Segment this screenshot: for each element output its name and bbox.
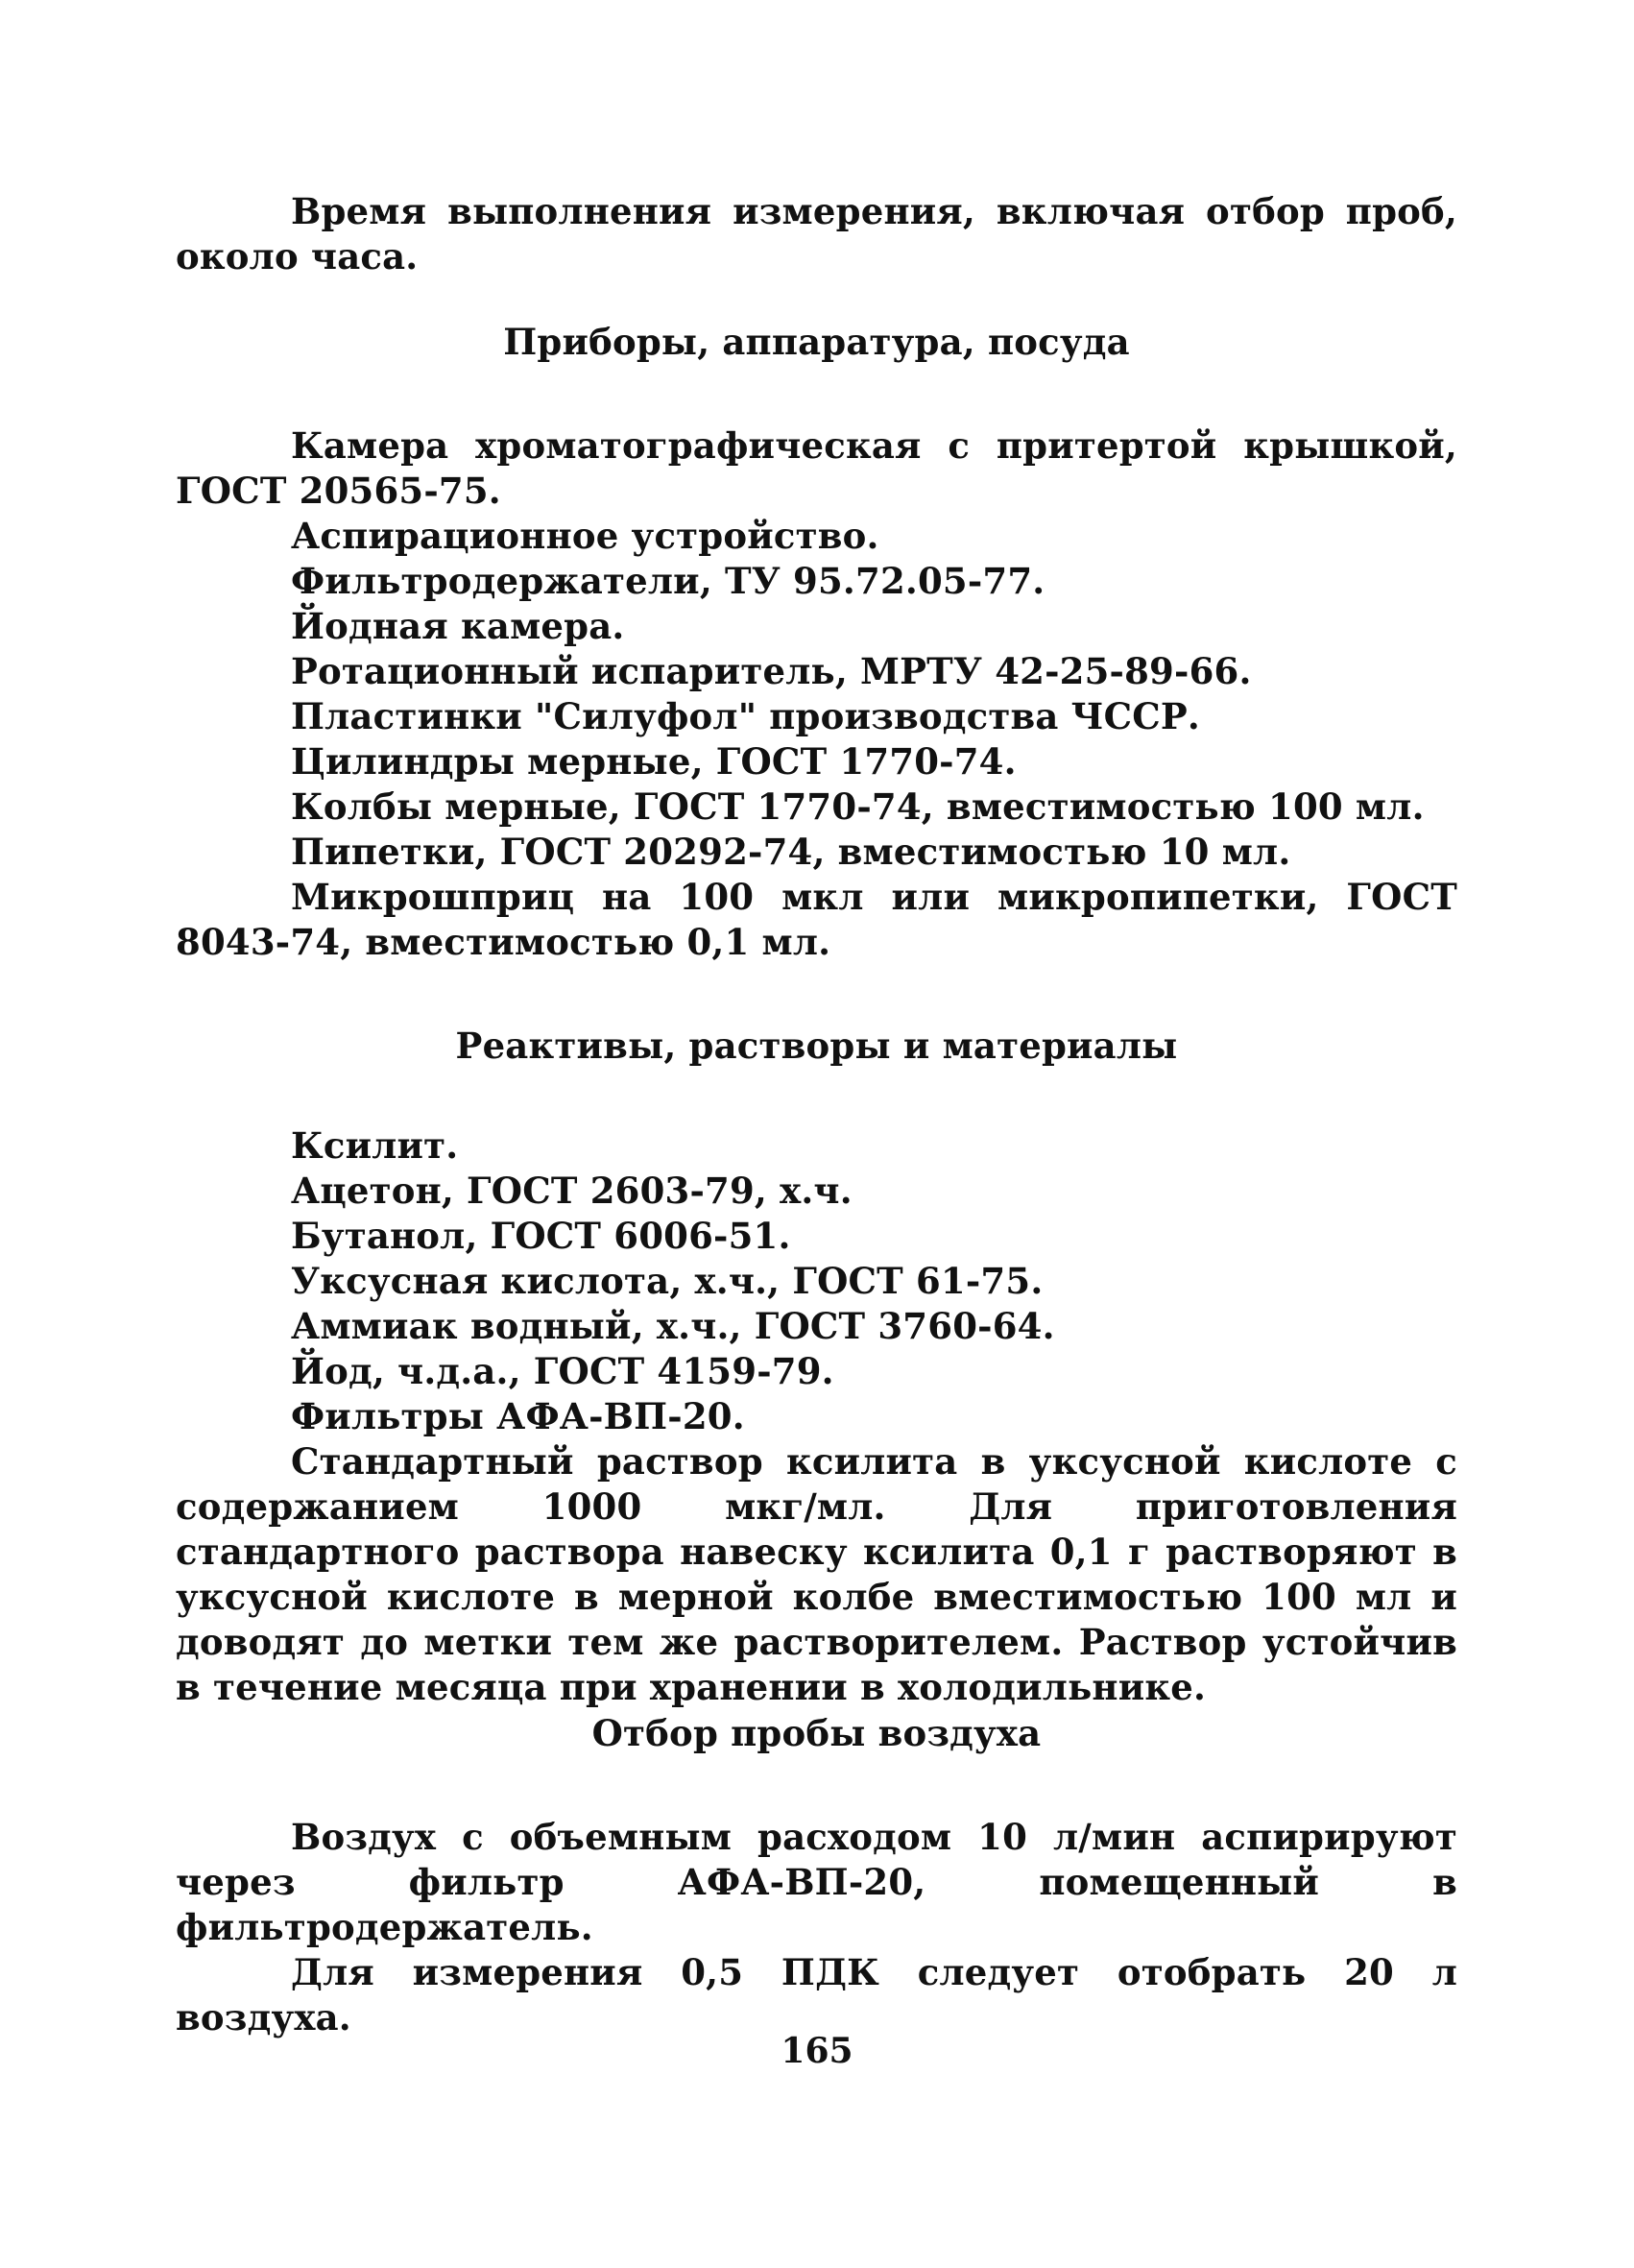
instrument-item-microsyringe: Микрошприц на 100 мкл или микропипетки, ГОСТ 8043-74, вместимостью 0,1 мл. xyxy=(176,876,1457,963)
reagent-item: Фильтры АФА-ВП-20. xyxy=(291,1395,745,1437)
instrument-item: Колбы мерные, ГОСТ 1770-74, вместимостью 100 мл. xyxy=(291,785,1425,828)
page-number: 165 xyxy=(781,2031,853,2071)
instruments-list xyxy=(176,423,1457,965)
instrument-item: Пластинки "Силуфол" производства ЧССР. xyxy=(291,695,1200,737)
reagent-item: Ацетон, ГОСТ 2603-79, х.ч. xyxy=(291,1170,853,1212)
instruments-heading: Приборы, аппаратура, посуда xyxy=(503,321,1130,363)
reagents-heading: Реактивы, растворы и материалы xyxy=(455,1025,1178,1067)
sampling-text xyxy=(176,1815,1457,2040)
reagent-item: Йод, ч.д.а., ГОСТ 4159-79. xyxy=(291,1350,834,1392)
reagents-heading-block xyxy=(176,1024,1457,1069)
instrument-item: Ротационный испаритель, МРТУ 42-25-89-66. xyxy=(291,650,1252,692)
instrument-item: Йодная камера. xyxy=(291,605,625,647)
reagents-list xyxy=(176,1123,1457,1710)
reagent-item: Аммиак водный, х.ч., ГОСТ 3760-64. xyxy=(291,1305,1055,1347)
intro-block xyxy=(176,189,1457,279)
instrument-item: Пипетки, ГОСТ 20292-74, вместимостью 10 мл. xyxy=(291,831,1291,873)
sampling-heading-block xyxy=(176,1711,1457,1756)
reagent-item: Ксилит. xyxy=(291,1124,459,1167)
instrument-item-chamber: Камера хроматографическая с притертой крышкой, ГОСТ 20565-75. xyxy=(176,424,1457,512)
sampling-paragraph-2: Для измерения 0,5 ПДК следует отобрать 20 л воздуха. xyxy=(176,1951,1457,2039)
reagent-item: Бутанол, ГОСТ 6006-51. xyxy=(291,1215,791,1257)
intro-paragraph: Время выполнения измерения, включая отбор проб, около часа. xyxy=(176,190,1457,277)
standard-solution-paragraph: Стандартный раствор ксилита в уксусной кислоте с содержанием 1000 мкг/мл. Для приготовления стандартного раствора навеску ксилита 0,1 г растворяют в уксусной кислоте в мерной колбе вместимостью 100 мл и доводят до метки тем же растворителем. Раствор устойчив в течение месяца при хранении в холодильнике. xyxy=(176,1440,1457,1708)
instruments-heading-block xyxy=(176,320,1457,365)
instrument-item: Фильтродержатели, ТУ 95.72.05-77. xyxy=(291,560,1045,602)
instrument-item: Аспирационное устройство. xyxy=(291,515,879,557)
sampling-paragraph-1: Воздух с объемным расходом 10 л/мин аспирируют через фильтр АФА-ВП-20, помещенный в фильтродержатель. xyxy=(176,1816,1457,1948)
reagent-item: Уксусная кислота, х.ч., ГОСТ 61-75. xyxy=(291,1260,1044,1302)
instrument-item: Цилиндры мерные, ГОСТ 1770-74. xyxy=(291,740,1017,783)
sampling-heading: Отбор пробы воздуха xyxy=(591,1712,1042,1754)
